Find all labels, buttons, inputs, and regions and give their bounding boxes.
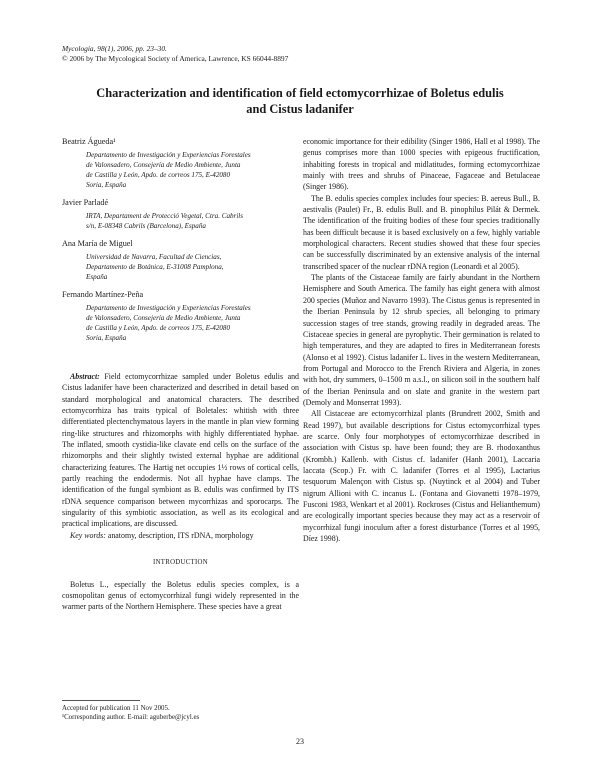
author-block	[62, 238, 299, 282]
body-paragraph: The B. edulis species complex includes four species: B. aereus Bull., B. aestivalis (Paulet) Fr., B. edulis Bull. and B. pinophilus Pilát & Dermek. The identification of the fruiting bodies of these four species traditionally has been difficult because it is based exclusively on a few, highly variable morphological characters. Recent studies showed that these four species can be successfully discriminated by an extensive analysis of the internal transcribed spacer of the nuclear rDNA region (Leonardi et al 2005).	[303, 193, 540, 271]
affiliation-line: IRTA, Departament de Protecció Vegetal, Ctra. Cabrils	[86, 212, 244, 220]
author-affiliation	[62, 211, 299, 231]
body-paragraph: economic importance for their edibility (Singer 1986, Hall et al 1998). The genus comprises more than 1000 species with epigeous fructification, inhabiting forests in tropical and midlatitudes, forming ectomycorrhizae mainly with trees and shrubs of Pinaceae, Fagaceae and Betulaceae (Singer 1986).	[303, 137, 540, 192]
abstract-label: Abstract:	[70, 372, 100, 381]
affiliation-line: s/n, E-08348 Cabrils (Barcelona), España	[86, 222, 206, 230]
author-affiliation	[62, 150, 299, 190]
author-affiliation	[62, 252, 299, 282]
affiliation-line: Soria, España	[86, 334, 127, 342]
affiliation-line: Departamento de Investigación y Experiencias Forestales	[86, 151, 251, 159]
affiliation-line: de Castilla y León, Apdo. de correos 175, E-42080	[86, 324, 231, 332]
intro-paragraph: Boletus L., especially the Boletus edulis species complex, is a cosmopolitan genus of ectomycorrhizal fungi widely represented in the warmer parts of the Northern Hemisphere. These species have a great	[62, 579, 299, 612]
body-paragraph: All Cistaceae are ectomycorrhizal plants (Brundrett 2002, Smith and Read 1997), but available descriptions for Cistus ectomycorrhizal types are scarce. Only four morphotypes of ectomycorrhizae described in association with Cistus sp. have been found; they are B. rhodoxanthus (Krombh.) Kallenb. with Cistus cf. ladanifer (Hanh 2001), Laccaria laccata (Scop.) Fr. with C. ladanifer (Torres et al 1995), Lactarius tesquorum Malençon with Cistus sp. (Nuytinck et al 2004) and Tuber nigrum Allioni with C. incanus L. (Fontana and Giovanetti 1978–1979, Fusconi 1983, Wenkart et al 2001). Rockroses (Cistus and Helianthemum) are ecologically important species because they may act as a reservoir of mycorrhizal fungi inoculum after a forest disturbance (Torres et al 1995, Díez 1998).	[303, 409, 540, 544]
author-name: Fernando Martínez-Peña	[62, 290, 144, 299]
abstract-text: Field ectomycorrhizae sampled under Boletus edulis and Cistus ladanifer have been characterized and described in detail based on standard morphological and anatomical characters. The described ectomycorrhiza has traits typical of Boletales: whitish with three differentiated plectenchymatous layers in the mantle in plan view forming ring-like structures and rhizomorphs with highly differentiated hyphae. The inflated, smooth cystidia-like clavate end cells on the surface of the rhizomorphs and their slightly twisted external hyphae are additional characterizing features. The Hartig net occupies 1½ rows of cortical cells, partly reaching the endodermis. Not all hyphae have clamps. The identification of the fungal symbiont as B. edulis was confirmed by ITS rDNA sequence comparison between mycorrhizas and sporocarps. The singularity of this symbiotic association, as well as its ecological and practical implications, are discussed.	[62, 372, 299, 529]
page-number: 23	[296, 737, 304, 746]
author-name: Beatriz Águeda¹	[62, 137, 116, 146]
title-line-1: Characterization and identification of field ectomycorrhizae of Boletus edulis	[96, 86, 504, 100]
author-block	[62, 289, 299, 343]
author-name: Javier Parladé	[62, 198, 109, 207]
footnote-rule	[62, 700, 140, 701]
journal-header	[62, 44, 288, 64]
right-column	[303, 136, 540, 544]
affiliation-line: Soria, España	[86, 181, 127, 189]
article-title	[40, 85, 560, 117]
left-column	[62, 136, 299, 613]
copyright-line: © 2006 by The Mycological Society of America, Lawrence, KS 66044-8897	[62, 54, 289, 63]
keywords-label: Key words:	[70, 530, 106, 540]
keywords	[62, 530, 299, 541]
author-name: Ana María de Miguel	[62, 239, 133, 248]
author-affiliation	[62, 303, 299, 343]
keywords-text: anatomy, description, ITS rDNA, morphology	[107, 530, 254, 540]
affiliation-line: de Valonsadero, Consejería de Medio Ambiente, Junta	[86, 314, 241, 322]
affiliation-line: Universidad de Navarra, Facultad de Ciencias,	[86, 253, 222, 261]
author-block	[62, 197, 299, 231]
corresponding-author-note: ¹Corresponding author. E-mail: aguberbe@jcyl.es	[62, 714, 200, 721]
affiliation-line: de Castilla y León, Apdo. de correos 175, E-42080	[86, 171, 231, 179]
abstract-paragraph	[62, 371, 299, 530]
affiliation-line: de Valonsadero, Consejería de Medio Ambiente, Junta	[86, 161, 241, 169]
affiliation-line: Departamento de Botánica, E-31008 Pamplona,	[86, 263, 224, 271]
affiliation-line: España	[86, 273, 108, 281]
body-paragraph: The plants of the Cistaceae family are fairly abundant in the Northern Hemisphere and South America. The family has eight genera with almost 200 species (Muñoz and Navarro 1993). The Cistus genus is represented in the Iberian Peninsula by 12 shrub species, all belonging to primary succession stages of tree stands, growing readily in degraded areas. The Cistaceae species in general are pyrophytic. Their germination is related to high temperatures, and they are adapted to fires in Mediterranean forests (Alonso et al 1992). Cistus ladanifer L. lives in the western Mediterranean, from Portugal and Morocco to the French Riviera and Algeria, in zones with hot, dry summers, 0–1500 m a.s.l., on silicon soil in the southern half of the Iberian Peninsula and on slate and granite in the western part (Demoly and Monserrat 1993).	[303, 273, 540, 407]
journal-citation: Mycologia, 98(1), 2006, pp. 23–30.	[62, 44, 167, 53]
section-heading-introduction: INTRODUCTION	[153, 559, 208, 567]
abstract	[62, 371, 299, 541]
affiliation-line: Departamento de Investigación y Experiencias Forestales	[86, 304, 251, 312]
footnotes	[62, 700, 299, 722]
title-line-2: and Cistus ladanifer	[246, 102, 354, 116]
author-block	[62, 136, 299, 190]
accepted-note: Accepted for publication 11 Nov 2005.	[62, 705, 170, 712]
